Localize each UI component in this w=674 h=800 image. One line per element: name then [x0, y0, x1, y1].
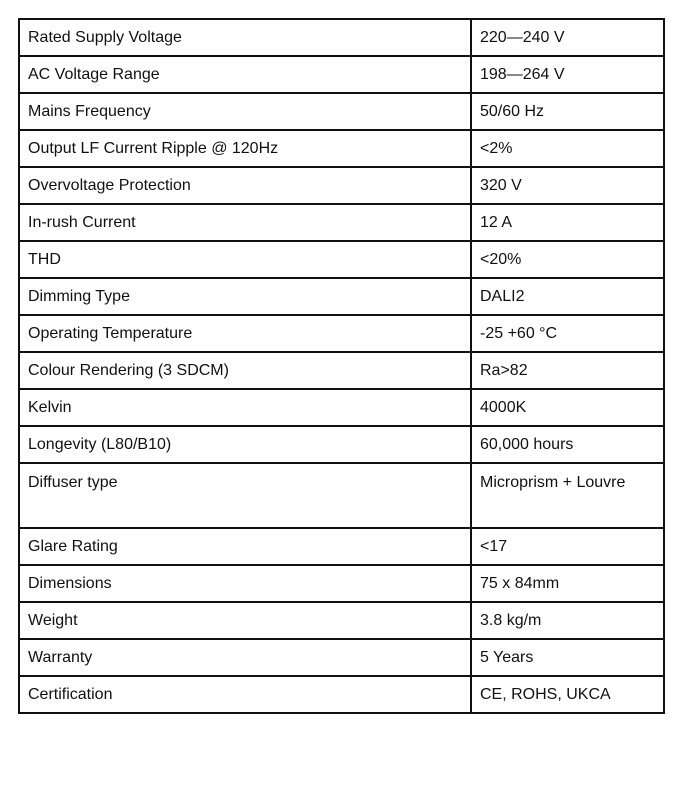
spec-table-body: [19, 19, 664, 713]
spec-label: Rated Supply Voltage: [19, 19, 471, 56]
table-row: [19, 426, 664, 463]
spec-value: 50/60 Hz: [471, 93, 664, 130]
spec-label: AC Voltage Range: [19, 56, 471, 93]
table-row: [19, 528, 664, 565]
spec-value: Ra>82: [471, 352, 664, 389]
spec-value: 320 V: [471, 167, 664, 204]
table-row: [19, 602, 664, 639]
spec-value: -25 +60 °C: [471, 315, 664, 352]
table-row: [19, 639, 664, 676]
spec-label: Output LF Current Ripple @ 120Hz: [19, 130, 471, 167]
table-row: [19, 278, 664, 315]
spec-label: Weight: [19, 602, 471, 639]
spec-table: [18, 18, 665, 714]
spec-label: Certification: [19, 676, 471, 713]
table-row: [19, 130, 664, 167]
spec-label: Warranty: [19, 639, 471, 676]
spec-label: Kelvin: [19, 389, 471, 426]
table-row: [19, 56, 664, 93]
spec-value: <20%: [471, 241, 664, 278]
table-row: [19, 463, 664, 528]
table-row: [19, 676, 664, 713]
spec-label: Dimensions: [19, 565, 471, 602]
spec-value: 5 Years: [471, 639, 664, 676]
spec-value: DALI2: [471, 278, 664, 315]
spec-label: Overvoltage Protection: [19, 167, 471, 204]
table-row: [19, 19, 664, 56]
table-row: [19, 352, 664, 389]
spec-value: <17: [471, 528, 664, 565]
table-row: [19, 167, 664, 204]
spec-value: 3.8 kg/m: [471, 602, 664, 639]
spec-label: Glare Rating: [19, 528, 471, 565]
spec-value: Microprism + Louvre: [471, 463, 664, 528]
table-row: [19, 93, 664, 130]
spec-label: Operating Temperature: [19, 315, 471, 352]
table-row: [19, 389, 664, 426]
spec-value: 12 A: [471, 204, 664, 241]
spec-label: Mains Frequency: [19, 93, 471, 130]
table-row: [19, 565, 664, 602]
spec-value: 220—240 V: [471, 19, 664, 56]
spec-value: <2%: [471, 130, 664, 167]
spec-label: THD: [19, 241, 471, 278]
spec-label: Colour Rendering (3 SDCM): [19, 352, 471, 389]
table-row: [19, 204, 664, 241]
spec-value: 60,000 hours: [471, 426, 664, 463]
table-row: [19, 315, 664, 352]
spec-label: In-rush Current: [19, 204, 471, 241]
spec-value: 75 x 84mm: [471, 565, 664, 602]
spec-value: CE, ROHS, UKCA: [471, 676, 664, 713]
spec-value: 198—264 V: [471, 56, 664, 93]
table-row: [19, 241, 664, 278]
spec-label: Longevity (L80/B10): [19, 426, 471, 463]
spec-label: Diffuser type: [19, 463, 471, 528]
spec-value: 4000K: [471, 389, 664, 426]
spec-label: Dimming Type: [19, 278, 471, 315]
